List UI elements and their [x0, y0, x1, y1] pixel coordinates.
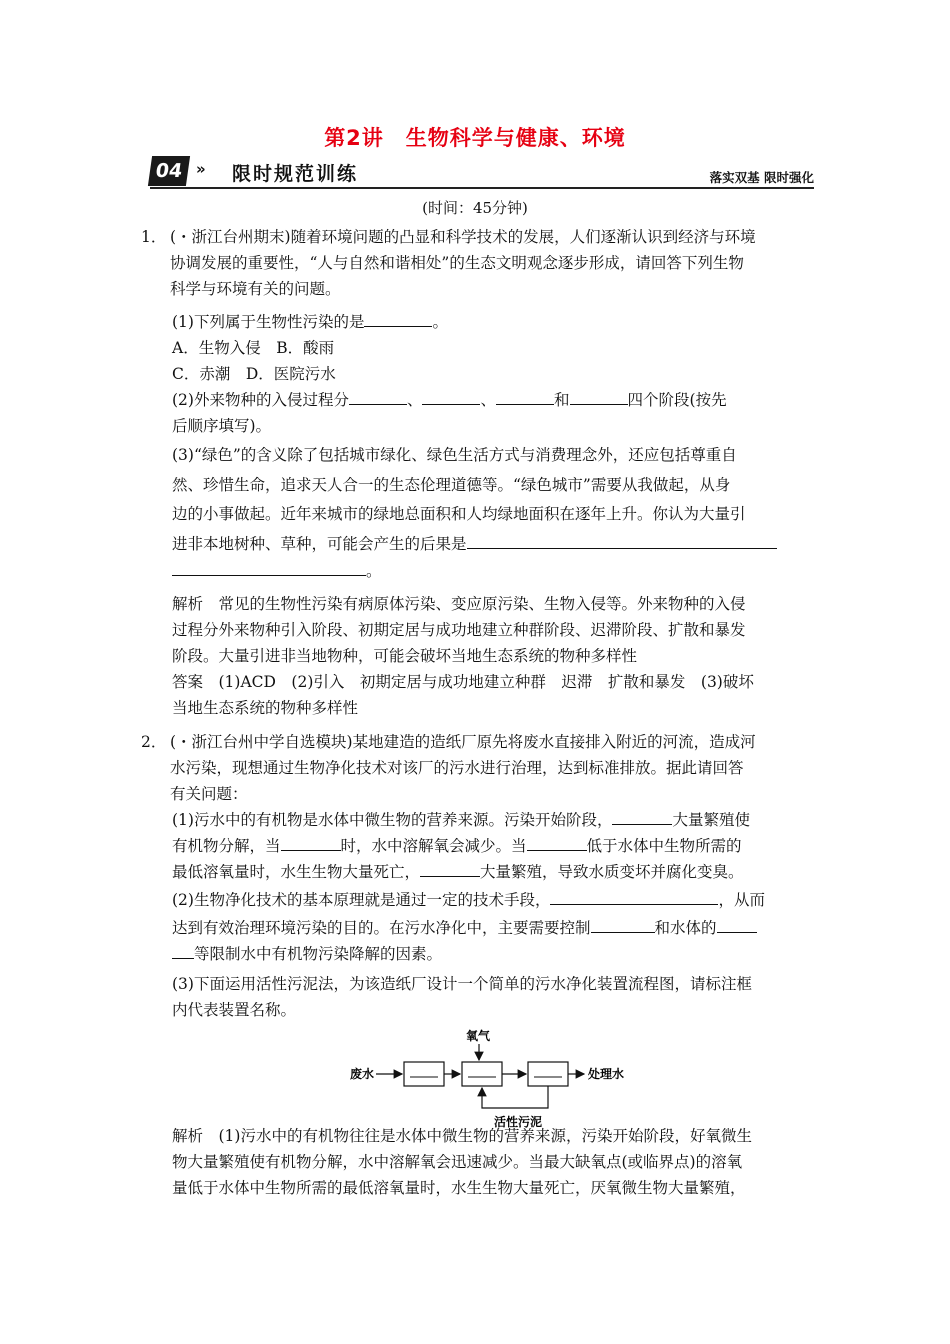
- answer-line: 当地生态系统的物种多样性: [172, 699, 359, 717]
- answer-blank[interactable]: [612, 810, 672, 825]
- question-1-part-1: [172, 310, 448, 332]
- part-text: 进非本地树种、草种，可能会产生的后果是: [172, 535, 467, 553]
- answer-blank[interactable]: [172, 561, 366, 576]
- part-text: 最低溶氧量时，水生生物大量死亡，: [172, 863, 421, 881]
- question-1-stem-line: (・浙江台州期末)随着环境问题的凸显和科学技术的发展，人们逐渐认识到经济与环境: [170, 228, 756, 246]
- part-text: (2)生物净化技术的基本原理就是通过一定的技术手段，: [172, 891, 551, 909]
- part-text: 低于水体中生物所需的: [586, 837, 742, 855]
- connector: 和: [554, 391, 570, 409]
- question-1-part-3-line: 边的小事做起。近年来城市的绿地总面积和人均绿地面积在逐年上升。你认为大量引: [172, 505, 746, 523]
- separator: 、: [406, 391, 423, 409]
- device-box-1[interactable]: [404, 1062, 444, 1086]
- time-limit: (时间：45分钟): [422, 199, 528, 217]
- section-title: 限时规范训练: [232, 163, 359, 185]
- output-label: 处理水: [588, 1067, 625, 1081]
- part-text: ，从而: [718, 891, 765, 909]
- question-1-part-3-line: 然、珍惜生命，追求天人合一的生态伦理道德等。“绿色城市”需要从我做起，从身: [172, 476, 731, 494]
- answer-blank[interactable]: [349, 390, 407, 405]
- banner-divider: [150, 187, 814, 189]
- question-1-part-3-line: [172, 532, 777, 554]
- section-number-badge: 04: [148, 156, 190, 186]
- answer-blank[interactable]: [496, 390, 554, 405]
- question-2-stem-line: (・浙江台州中学自选模块)某地建造的造纸厂原先将废水直接排入附近的河流，造成河: [170, 733, 756, 751]
- device-box-2[interactable]: [462, 1062, 502, 1086]
- analysis-line: 量低于水体中生物所需的最低溶氧量时，水生生物大量死亡，厌氧微生物大量繁殖，: [172, 1179, 746, 1197]
- part-text: 达到有效治理环境污染的目的。在污水净化中，主要需要控制: [172, 919, 591, 937]
- lesson-title: 第2讲 生物科学与健康、环境: [324, 126, 626, 150]
- question-2-stem-line: 有关问题：: [170, 785, 248, 803]
- part-text: 四个阶段(按先: [627, 391, 727, 409]
- oxygen-label: 氧气: [466, 1029, 491, 1043]
- sewage-treatment-flow-diagram: [348, 1028, 638, 1148]
- question-1-part-3-line: [172, 559, 382, 581]
- part-text: (2)外来物种的入侵过程分: [172, 391, 349, 409]
- answer-blank[interactable]: [364, 312, 432, 327]
- answer-blank[interactable]: [570, 390, 628, 405]
- answer-blank[interactable]: [467, 534, 777, 549]
- question-1-part-2-cont: 后顺序填写)。: [172, 417, 272, 435]
- answer-blank[interactable]: [422, 390, 480, 405]
- sludge-return-arrow: [482, 1086, 548, 1108]
- input-label: 废水: [350, 1067, 375, 1081]
- question-2-part-1-line: [172, 808, 750, 830]
- part-text: 大量繁殖使: [672, 811, 750, 829]
- answer-blank[interactable]: [591, 918, 655, 933]
- question-2-part-2-line: [172, 916, 757, 938]
- part-text: 有机物分解，当: [172, 837, 281, 855]
- answer-blank[interactable]: [527, 836, 587, 851]
- answer-blank[interactable]: [420, 862, 480, 877]
- part-text: 。: [366, 562, 382, 580]
- analysis-line: 过程分外来物种引入阶段、初期定居与成功地建立种群阶段、迟滞阶段、扩散和暴发: [172, 621, 746, 639]
- question-1-part-3-line: (3)“绿色”的含义除了包括城市绿化、绿色生活方式与消费理念外，还应包括尊重自: [172, 446, 737, 464]
- analysis-line: 物大量繁殖使有机物分解，水中溶解氧会迅速减少。当最大缺氧点(或临界点)的溶氧: [172, 1153, 743, 1171]
- section-motto: 落实双基 限时强化: [709, 170, 814, 185]
- part-text: 大量繁殖，导致水质变坏并腐化变臭。: [480, 863, 744, 881]
- answer-blank[interactable]: [281, 836, 341, 851]
- question-2-part-2-line: [172, 942, 442, 964]
- answer-blank[interactable]: [550, 890, 718, 905]
- answer-blank[interactable]: [717, 918, 757, 933]
- section-banner: [150, 156, 814, 190]
- answer-blank[interactable]: [172, 944, 194, 959]
- part-text: (1)下列属于生物性污染的是: [172, 313, 365, 331]
- separator: 、: [480, 391, 496, 409]
- question-2-part-1-line: [172, 834, 742, 856]
- part-text: 。: [432, 313, 448, 331]
- question-2-stem-line: 水污染，现想通过生物净化技术对该厂的污水进行治理，达到标准排放。据此请回答: [170, 759, 744, 777]
- part-text: 等限制水中有机物污染降解的因素。: [194, 945, 443, 963]
- question-2-part-3-line: 内代表装置名称。: [172, 1001, 297, 1019]
- question-2-part-2-line: [172, 888, 765, 910]
- chevron-icon: »: [196, 160, 206, 178]
- analysis-line: 阶段。大量引进非当地物种，可能会破坏当地生态系统的物种多样性: [172, 647, 638, 665]
- question-1-stem-line: 科学与环境有关的问题。: [170, 280, 341, 298]
- option-c-d: C．赤潮 D．医院污水: [172, 365, 336, 383]
- part-text: 和水体的: [654, 919, 717, 937]
- analysis-line: 解析 常见的生物性污染有病原体污染、变应原污染、生物入侵等。外来物种的入侵: [172, 595, 746, 613]
- sludge-label: 活性污泥: [494, 1115, 543, 1129]
- question-2-part-3-line: (3)下面运用活性污泥法，为该造纸厂设计一个简单的污水净化装置流程图，请标注框: [172, 975, 752, 993]
- question-1-part-2: [172, 388, 727, 410]
- part-text: (1)污水中的有机物是水体中微生物的营养来源。污染开始阶段，: [172, 811, 613, 829]
- question-1-stem-line: 协调发展的重要性，“人与自然和谐相处”的生态文明观念逐步形成，请回答下列生物: [170, 254, 744, 272]
- answer-line: 答案 (1)ACD (2)引入 初期定居与成功地建立种群 迟滞 扩散和暴发 (3)破坏: [172, 673, 754, 691]
- device-box-3[interactable]: [528, 1062, 568, 1086]
- part-text: 时，水中溶解氧会减少。当: [340, 837, 527, 855]
- question-1-number: 1．: [141, 228, 167, 246]
- option-a-b: A．生物入侵 B．酸雨: [172, 339, 335, 357]
- question-2-part-1-line: [172, 860, 744, 882]
- question-2-number: 2．: [141, 733, 167, 751]
- analysis-line: 解析 (1)污水中的有机物往往是水体中微生物的营养来源，污染开始阶段，好氧微生: [172, 1127, 752, 1145]
